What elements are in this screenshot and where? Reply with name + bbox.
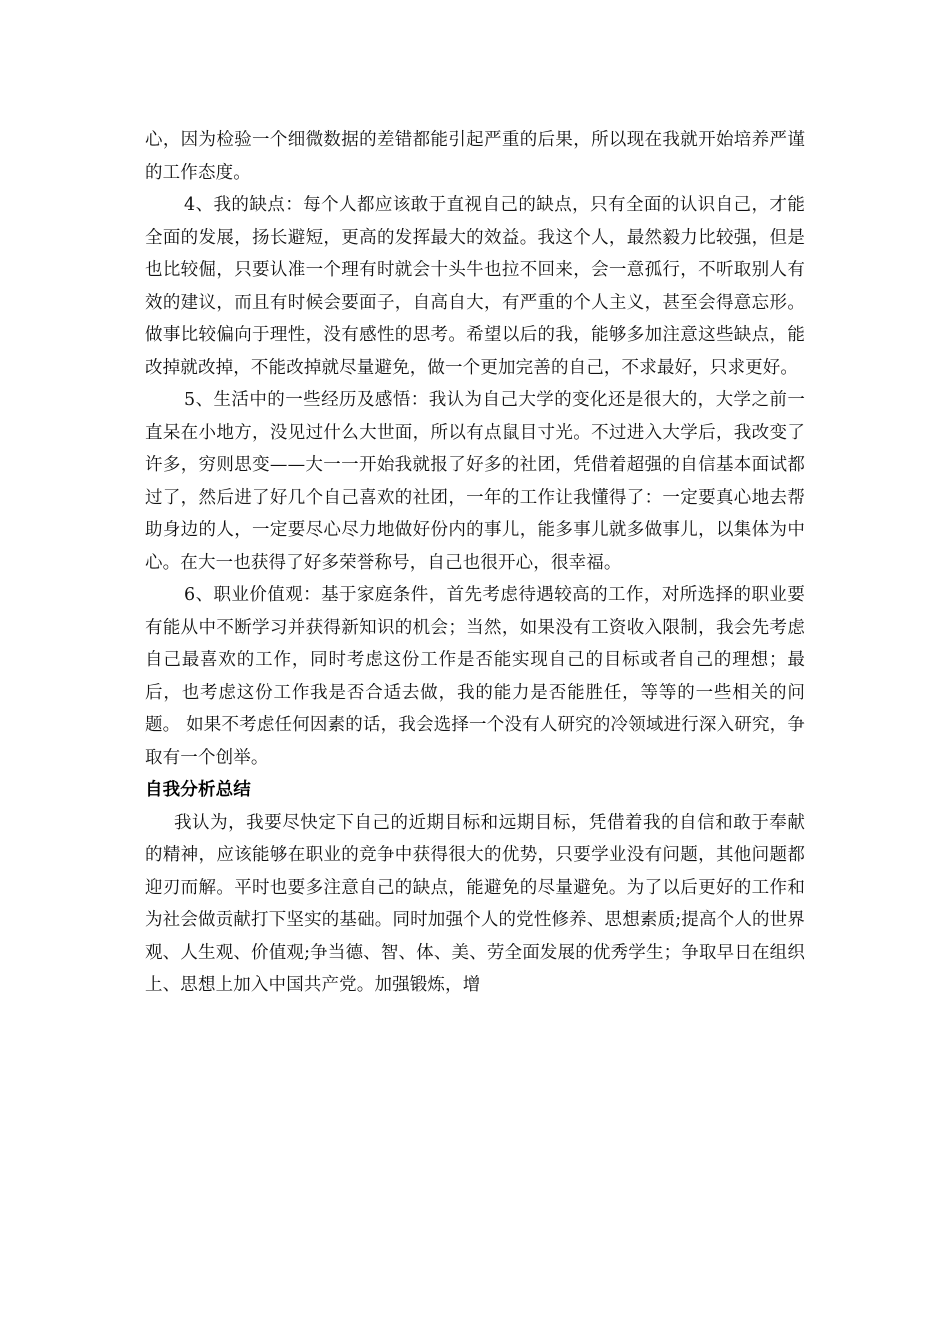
paragraph-career-values: 6、职业价值观：基于家庭条件，首先考虑待遇较高的工作，对所选择的职业要有能从中不断学习并获得新知识的机会；当然，如果没有工资收入限制，我会先考虑自己最喜欢的工作，同时考虑这份工作是否能实现自己的目标或者自己的理想；最后，也考虑这份工作我是否合适去做，我的能力是否能胜任，等等的一些相关的问题。 如果不考虑任何因素的话，我会选择一个没有人研究的冷领域进行深入研究，争取有一个创举。 [145,585,805,768]
paragraph-life-experience: 5、生活中的一些经历及感悟：我认为自己大学的变化还是很大的，大学之前一直呆在小地方，没见过什么大世面，所以有点鼠目寸光。不过进入大学后，我改变了许多，穷则思变——大一一开始我就报了好多的社团，凭借着超强的自信基本面试都过了，然后进了好几个自己喜欢的社团，一年的工作让我懂得了：一定要真心地去帮助身边的人，一定要尽心尽力地做好份内的事儿，能多事儿就多做事儿，以集体为中心。在大一也获得了好多荣誉称号，自己也很开心，很幸福。 [145,390,805,573]
paragraph-weakness: 4、我的缺点：每个人都应该敢于直视自己的缺点，只有全面的认识自己，才能全面的发展，扬长避短，更高的发挥最大的效益。我这个人，最然毅力比较强，但是也比较倔，只要认准一个理有时就会十头牛也拉不回来，会一意孤行，不听取别人有效的建议，而且有时候会要面子，自高自大，有严重的个人主义，甚至会得意忘形。做事比较偏向于理性，没有感性的思考。希望以后的我，能够多加注意这些缺点，能改掉就改掉，不能改掉就尽量避免，做一个更加完善的自己，不求最好，只求更好。 [145,195,805,378]
summary-heading: 自我分析总结 [145,780,251,800]
document-body [145,124,805,1002]
paragraph-summary: 我认为，我要尽快定下自己的近期目标和远期目标，凭借着我的自信和敢于奉献的精神，应该能够在职业的竞争中获得很大的优势，只要学业没有问题，其他问题都迎刃而解。平时也要多注意自己的缺点，能避免的尽量避免。为了以后更好的工作和为社会做贡献打下坚实的基础。同时加强个人的党性修养、思想素质;提高个人的世界观、人生观、价值观;争当德、智、体、美、劳全面发展的优秀学生；争取早日在组织上、思想上加入中国共产党。加强锻炼，增 [145,812,805,995]
paragraph-continuation: 心，因为检验一个细微数据的差错都能引起严重的后果，所以现在我就开始培养严谨的工作态度。 [145,130,805,183]
